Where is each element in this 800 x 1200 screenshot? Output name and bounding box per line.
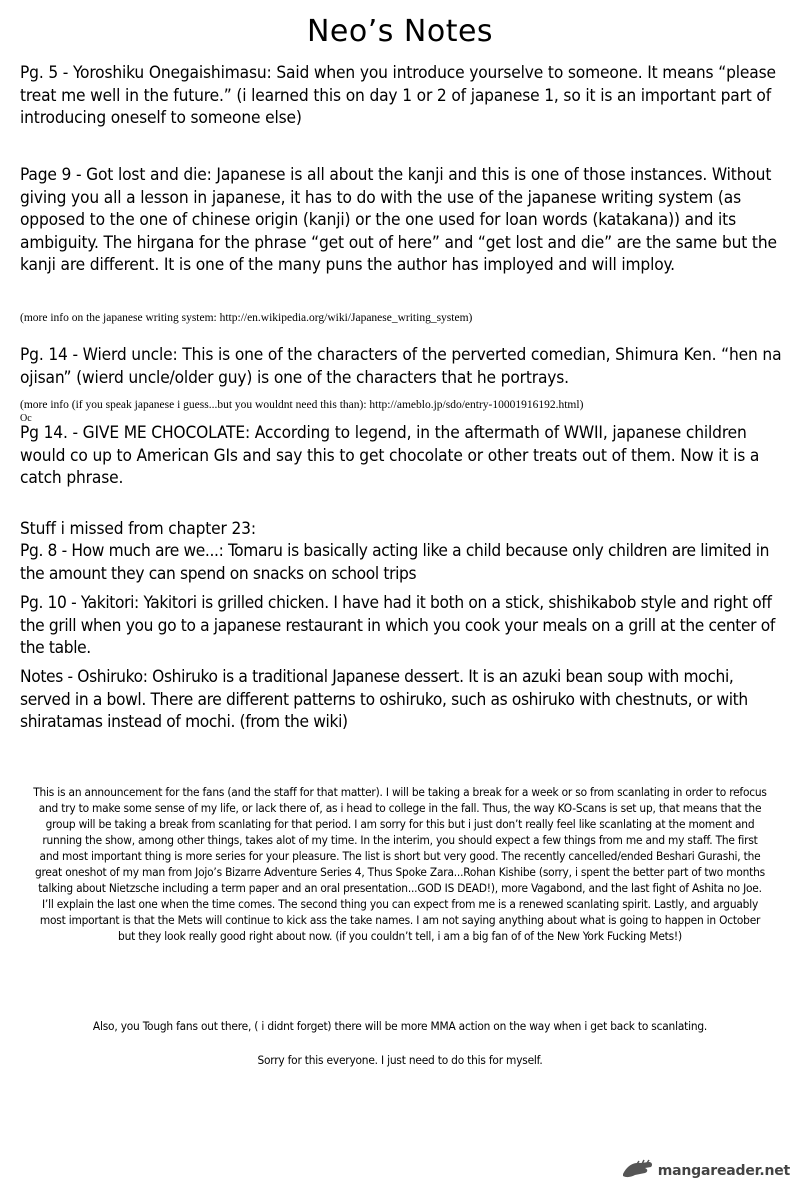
- page-title: Neo’s Notes: [306, 14, 494, 49]
- announcement-tough-fans: Also, you Tough fans out there, ( i didnt forget) there will be more MMA action on the way when i get back to scanlating.: [92, 1019, 708, 1033]
- note-pg14-chocolate: Pg 14. - GIVE ME CHOCOLATE: According to legend, in the aftermath of WWII, japanese children would co up to American GIs and say this to get chocolate or other treats out of them. Now it is a catch phrase.: [20, 423, 760, 488]
- watermark: [621, 1158, 790, 1184]
- note-pg10: Pg. 10 - Yakitori: Yakitori is grilled chicken. I have had it both on a stick, shishikabob style and right off the grill when you go to a japanese restaurant in which you cook your meals on a grill at the center of the table.: [20, 593, 775, 658]
- note-page9: Page 9 - Got lost and die: Japanese is all about the kanji and this is one of those instances. Without giving you all a lesson in japanese, it has to do with the use of the japanese writing system (as opposed to the one of chinese origin (kanji) or the one used for loan words (katakana)) and its ambiguity. The hirgana for the phrase “get out of here” and “get lost and die” are the same but the kanji are different. It is one of the many puns the author has imployed and will imploy.: [20, 165, 777, 275]
- watermark-text: mangareader.net: [657, 1163, 790, 1179]
- announcement-apology: Sorry for this everyone. I just need to do this for myself.: [257, 1053, 543, 1067]
- note-page9-link: (more info on the japanese writing system: http://en.wikipedia.org/wiki/Japanese_writing_system): [20, 312, 473, 324]
- stray-mark: Oc: [20, 413, 32, 424]
- announcement-paragraph: This is an announcement for the fans (and the staff for that matter). I will be taking a break for a week or so from scanlating in order to refocus and try to make some sense of my life, or lack there of, as i head to college in the fall. Thus, the way KO-Scans is set up, that means that the group will be taking a break from scanlating for that period. I am sorry for this but i just don’t really feel like scanlating at the moment and running the show, among other things, takes alot of my time. In the interim, you should expect a few things from me and my staff. The first and most important thing is more series for your pleasure. The list is short but very good. The recently cancelled/ended Beshari Gurashi, the great oneshot of my man from Jojo’s Bizarre Adventure Series 4, Thus Spoke Zara...Rohan Kishibe (sorry, i spent the better part of two months talking about Nietzsche including a term paper and an oral presentation...GOD IS DEAD!), more Vagabond, and the last fight of Ashita no Joe. I’ll explain the last one when the time comes. The second thing you can expect from me is a renewed scanlating spirit. Lastly, and arguably most important is that the Mets will continue to kick ass the take names. I am not saying anything about what is going to happen in October but they look really good right about now. (if you couldn’t tell, i am a big fan of of the New York Fucking Mets!): [33, 785, 767, 943]
- note-pg5: Pg. 5 - Yoroshiku Onegaishimasu: Said when you introduce yourselve to someone. It means “please treat me well in the future.” (i learned this on day 1 or 2 of japanese 1, so it is an important part of introducing oneself to someone else): [20, 63, 776, 128]
- note-pg14-uncle: Pg. 14 - Wierd uncle: This is one of the characters of the perverted comedian, Shimura Ken. “hen na ojisan” (wierd uncle/older guy) is one of the characters that he portrays.: [20, 345, 782, 388]
- note-oshiruko: Notes - Oshiruko: Oshiruko is a traditional Japanese dessert. It is an azuki bean soup with mochi, served in a bowl. There are different patterns to oshiruko, such as oshiruko with chestnuts, or with shiratamas instead of mochi. (from the wiki): [20, 667, 748, 732]
- section-heading-chapter23: Stuff i missed from chapter 23:: [20, 519, 256, 539]
- note-pg14-link: (more info (if you speak japanese i guess...but you wouldnt need this than): http://ameblo.jp/sdo/entry-10001916192.html): [20, 399, 584, 411]
- note-pg8: Pg. 8 - How much are we...: Tomaru is basically acting like a child because only children are limited in the amount they can spend on snacks on school trips: [20, 541, 770, 584]
- fist-logo-icon: [621, 1158, 655, 1184]
